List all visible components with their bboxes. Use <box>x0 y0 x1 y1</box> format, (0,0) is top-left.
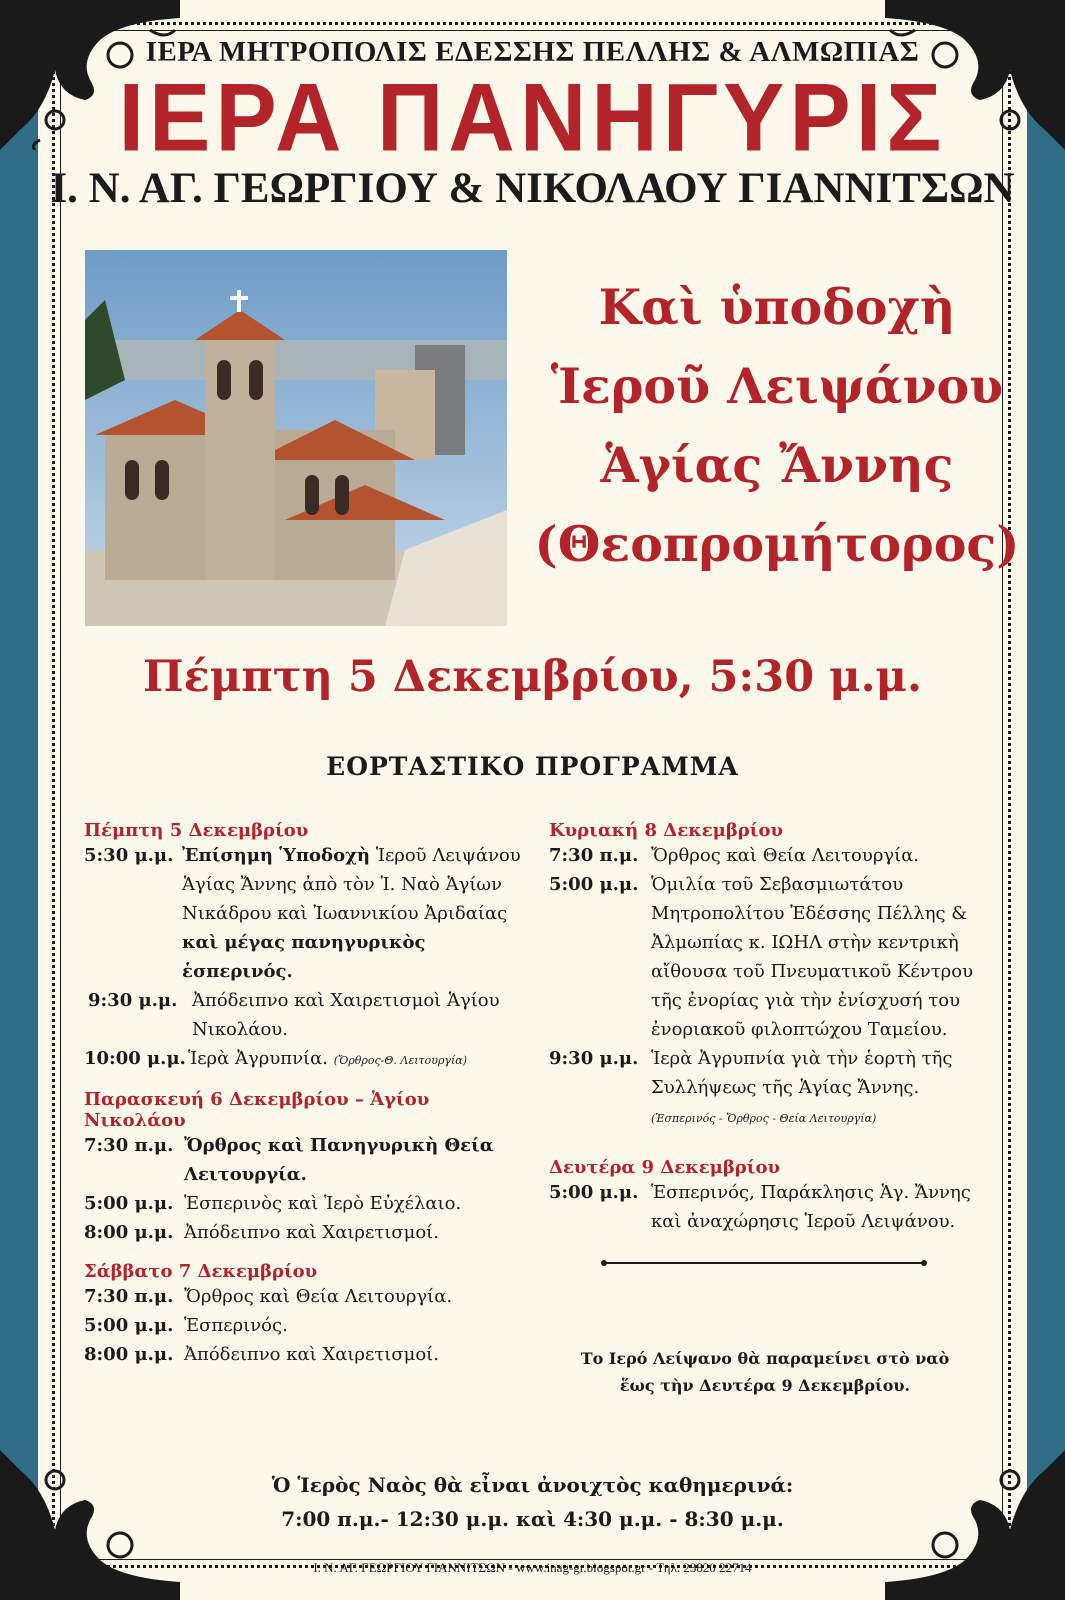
relic-line-3: Ἁγίας Ἄννης <box>600 436 954 494</box>
schedule-desc: Ὁμιλία τοῦ Σεβασμιωτάτου Μητροπολίτου Ἐδέσσης Πέλλης & Ἀλμωπίας κ. ΙΩΗΛ στὴν κεντρικὴ αἴθουσα τοῦ Πνευματικοῦ Κέντρου τῆς ἐνορίας γιὰ τὴν ἐνίσχυσή του ἐνοριακοῦ φιλοπτώχου Ταμείου. <box>651 874 974 1040</box>
church-heading: Ι. Ν. ΑΓ. ΓΕΩΡΓΙΟΥ & ΝΙΚΟΛΑΟΥ ΓΙΑΝΝΙΤΣΩΝ <box>50 165 1015 212</box>
right-border-stripe <box>1027 0 1065 1600</box>
schedule-desc-text: Ἱερὰ Ἀγρυπνία. <box>188 1048 328 1069</box>
schedule-time: 5:00 μ.μ. <box>549 1182 639 1203</box>
day-heading: Παρασκευή 6 Δεκεμβρίου – Ἁγίου Νικολάου <box>84 1089 430 1131</box>
program-title: ΕΟΡΤΑΣΤΙΚΟ ΠΡΟΓΡΑΜΜΑ <box>326 752 739 781</box>
footer-contact: Ι. Ν. ΑΓ. ΓΕΩΡΓΙΟΥ ΓΙΑΝΝΙΤΣΩΝ - www.inag-gr.blogspot.gr - Τηλ. 23820 22714 <box>313 1560 752 1575</box>
schedule-desc: Ὄρθρος καὶ Πανηγυρικὴ Θεία Λειτουργία. <box>184 1135 494 1185</box>
day-heading: Πέμπτη 5 Δεκεμβρίου <box>84 820 309 841</box>
program-left-column <box>84 820 534 1383</box>
schedule-time: 5:00 μ.μ. <box>84 1193 174 1214</box>
schedule-time: 7:30 π.μ. <box>549 845 639 866</box>
relic-note-line-2: ἕως τὴν Δευτέρα 9 Δεκεμβρίου. <box>619 1376 911 1395</box>
church-photo <box>85 250 507 626</box>
relic-line-4: (Θεοπρομήτορος) <box>534 515 1020 573</box>
event-date: Πέμπτη 5 Δεκεμβρίου, 5:30 μ.μ. <box>143 652 922 702</box>
schedule-row <box>84 1044 534 1075</box>
schedule-time: 5:30 μ.μ. <box>84 845 174 866</box>
schedule-desc-text: Ἱεροῦ Λειψάνου Ἁγίας Ἄννης ἀπὸ τὸν Ἱ. Ναὸ Ἁγίων Νικάδρου καὶ Ἰωαννικίου Ἀριδαίας <box>182 845 521 924</box>
schedule-time: 8:00 μ.μ. <box>84 1222 174 1243</box>
opening-hours-line-1: Ὁ Ἱερὸς Ναὸς θὰ εἶναι ἀνοιχτὸς καθημερινά: <box>271 1473 794 1497</box>
schedule-time: 10:00 μ.μ. <box>84 1048 186 1069</box>
opening-hours <box>0 1468 1065 1536</box>
program-right-column <box>549 820 979 1266</box>
main-title: ΙΕΡΑ ΠΑΝΗΓΥΡΙΣ <box>118 64 947 172</box>
schedule-row <box>84 1282 534 1311</box>
schedule-desc: Ἀπόδειπνο καὶ Χαιρετισμοὶ Ἁγίου Νικολάου. <box>192 990 500 1040</box>
relic-note-line-1: Το Ιερό Λείψανο θὰ παραμείνει στὸ ναὸ <box>580 1349 950 1368</box>
schedule-row <box>84 1189 534 1218</box>
schedule-desc-small: (Ἑσπερινός - Ὄρθρος - Θεία Λειτουργία) <box>651 1112 877 1125</box>
relic-note <box>560 1345 970 1399</box>
relic-announcement <box>512 268 1042 584</box>
schedule-desc: Ὄρθρος καὶ Θεία Λειτουργία. <box>184 1286 453 1307</box>
relic-line-2: Ἱεροῦ Λειψάνου <box>550 357 1004 415</box>
schedule-desc <box>182 841 534 986</box>
day-heading: Σάββατο 7 Δεκεμβρίου <box>84 1261 318 1282</box>
schedule-row <box>84 986 534 1044</box>
schedule-desc <box>651 1044 979 1133</box>
schedule-row <box>84 1218 534 1247</box>
schedule-desc-bold-2: καὶ μέγας πανηγυρικὸς ἑσπερινός. <box>182 932 426 982</box>
schedule-row <box>549 870 979 1044</box>
schedule-time: 7:30 π.μ. <box>84 1135 174 1156</box>
day-block-sunday <box>549 820 979 1133</box>
schedule-row <box>549 1178 979 1236</box>
schedule-desc: Ἑσπερινὸς καὶ Ἱερὸ Εὐχέλαιο. <box>184 1193 462 1214</box>
day-block-saturday <box>84 1261 534 1369</box>
schedule-row <box>84 1131 534 1189</box>
schedule-desc: Ὄρθρος καὶ Θεία Λειτουργία. <box>651 845 920 866</box>
schedule-time: 7:30 π.μ. <box>84 1286 174 1307</box>
opening-hours-line-2: 7:00 π.μ.- 12:30 μ.μ. καὶ 4:30 μ.μ. - 8:30 μ.μ. <box>281 1507 784 1531</box>
schedule-time: 5:00 μ.μ. <box>84 1315 174 1336</box>
schedule-desc-small: (Ὄρθρος-Θ. Λειτουργία) <box>333 1054 468 1067</box>
schedule-desc: Ἑσπερινός, Παράκλησις Ἁγ. Ἄννης καὶ ἀναχώρησις Ἱεροῦ Λειψάνου. <box>651 1182 971 1232</box>
schedule-row <box>549 841 979 870</box>
schedule-time: 5:00 μ.μ. <box>549 874 639 895</box>
day-block-monday <box>549 1157 979 1236</box>
schedule-desc: Ἀπόδειπνο καὶ Χαιρετισμοί. <box>184 1344 439 1365</box>
day-heading: Δευτέρα 9 Δεκεμβρίου <box>549 1157 780 1178</box>
left-border-stripe <box>0 0 38 1600</box>
schedule-row <box>549 1044 979 1133</box>
schedule-desc <box>188 1044 534 1075</box>
day-heading: Κυριακή 8 Δεκεμβρίου <box>549 820 783 841</box>
schedule-time: 8:00 μ.μ. <box>84 1344 174 1365</box>
schedule-row <box>84 1311 534 1340</box>
schedule-desc-text: Ἱερὰ Ἀγρυπνία γιὰ τὴν ἑορτὴ τῆς Συλλήψεως τῆς Ἁγίας Ἄννης. <box>651 1048 953 1098</box>
schedule-desc: Ἀπόδειπνο καὶ Χαιρετισμοί. <box>184 1222 439 1243</box>
schedule-row <box>84 1340 534 1369</box>
day-block-thursday <box>84 820 534 1075</box>
day-block-friday <box>84 1089 534 1247</box>
schedule-time: 9:30 μ.μ. <box>549 1048 639 1069</box>
schedule-time: 9:30 μ.μ. <box>88 990 178 1011</box>
metropolis-heading: ΙΕΡΑ ΜΗΤΡΟΠΟΛΙΣ ΕΔΕΣΣΗΣ ΠΕΛΛΗΣ & ΑΛΜΩΠΙΑΣ <box>145 36 920 68</box>
divider <box>604 1260 924 1266</box>
relic-line-1: Καὶ ὑποδοχὴ <box>598 278 956 336</box>
schedule-row <box>84 841 534 986</box>
schedule-desc: Ἑσπερινός. <box>184 1315 288 1336</box>
schedule-desc-bold: Ἐπίσημη Ὑποδοχὴ <box>182 845 370 866</box>
